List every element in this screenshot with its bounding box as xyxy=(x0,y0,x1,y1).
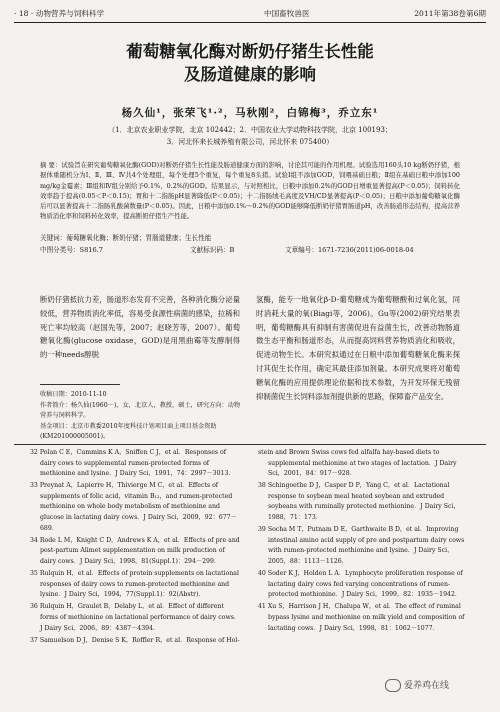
article-number: 文章编号：1671-7236(2011)06-0018-04 xyxy=(285,246,414,254)
reference-item: 33 Preynat A，Lapierre H，Thivierge M C，et al．Effects of supplements of folic acid，vitamin B₁₂，and rumen-protected methionine on whole body metabolism of methionine and glucose in lactating dairy cows．J Dairy Sci，2009，92：677－689． xyxy=(30,482,237,532)
reference-item: 32 Polan C E，Cummins K A，Sniffen C J，et al．Responses of dairy cows to supplemental rumen-protected forms of methionine and lysine．J Dairy Sci，1991，74：2997－3013． xyxy=(30,449,235,478)
reference-item: 35 Rulquin H，et al．Effects of protein supplements on lactational responses of dairy cows to rumen-protected methionine and lysine．J Dairy Sci，1994，77(Suppl.1)：92(Abstr)． xyxy=(30,570,239,599)
reference-item: 36 Rulquin H，Graulet B，Delaby L，et al．Effect of different forms of methionine on lactational performance of dairy cows．J Dairy Sci，2006，89：4387－4394． xyxy=(30,603,241,632)
reference-item: stein and Brown Swiss cows fed alfalfa hay-based diets to supplemental methionine at two stages of lactation．J Dairy Sci，2001，84：917－928． xyxy=(258,449,457,478)
header-page-section: · 18 · 动物营养与饲料科学 xyxy=(14,9,105,18)
abstract: 摘 要：试验旨在研究葡萄糖氧化酶(GOD)对断奶仔猪生长性能及肠道健康方面的影响，讨论其可能的作用机理。试验选用160头10 kg断奶仔猪，根据体重随机分为Ⅰ、Ⅱ、Ⅲ、Ⅳ共4个处理组，每个处理5个重复，每个重复8头猪。试验Ⅰ组不添加GOD，饲喂基础日粮；Ⅱ组在基础日粮中添加100 mg/kg金霉素；Ⅲ组和Ⅳ组分别给予0.1%、0.2%的GOD。结果显示，与对照相比，日粮中添加0.2%的GOD日增重显著提高(P＜0.05)；饲料转化效率趋于提高(0.05＜P＜0.15)；胃和十二指肠pH显著降低(P＜0.05)；十二指肠绒毛高度及VH/CD显著提高(P＜0.05)；日粮中添加葡萄糖氧化酶后可以显著提高十二指肠乳酸菌数量(P＜0.05)。因此，日粮中添加0.1%～0.2%的GOD能够降低断奶仔猪胃肠道pH，改善肠道形态结构，提高营养物质消化率和饲料转化效率，提高断奶仔猪生产性能。 xyxy=(40,161,460,221)
body-column-left: 断奶仔猪抵抗力差，肠道形态发育不完善，各种消化酶分泌量较低，营养物质消化率低，容易受食源性病菌的感染，拉稀和死亡率均较高（赵国先等，2007；赵晓芳等，2007）。葡萄糖氧化酶(glucose oxidase，GOD)是用黑曲霉等发酵制得的一种needs醇脱 xyxy=(40,295,240,360)
header-issue: 2011年第38卷第6期 xyxy=(414,9,486,18)
header-journal: 中国畜牧兽医 xyxy=(264,9,310,18)
article-title: 葡萄糖氧化酶对断奶仔猪生长性能 及肠道健康的影响 xyxy=(126,42,374,84)
running-header xyxy=(14,8,486,22)
authors: 杨久仙¹，张荣飞¹·²，马秋刚²，白锦梅³，乔立东¹ xyxy=(121,107,379,119)
wechat-icon xyxy=(385,679,401,692)
reference-item: 39 Socha M T，Putnam D E，Garthwaite B D，et al．Improving intestinal amino acid supply of pre and postpartum dairy cows with rumen-protected methionine and lysine．J Dairy Sci，2005，88：1113－1126． xyxy=(258,526,465,565)
body-column-right: 氢酶，能专一地氧化β-D-葡萄糖成为葡萄糖酸和过氧化氢，同时消耗大量的氧(Biagi等，2006)。Gu等(2002)研究结果表明，葡萄糖酶具有抑制有害菌促进有益菌生长，改善动物肠道微生态平衡和肠道形态，从而提高饲料营养物质消化和吸收，促进动物生长。本研究拟通过在日粮中添加葡萄糖氧化酶来探讨其促生长作用，确定其最佳添加剂量。本研究成果将对葡萄糖氧化酶的应用提供理论依据和技术参数，为开发环保无残留抑制菌促生长饲料添加剂提供新的思路，保障畜产品安全。 xyxy=(256,295,460,401)
keywords: 关键词：葡萄糖氧化酶；断奶仔猪；胃肠道健康；生长性能 xyxy=(40,234,212,242)
reference-item: 41 Xu S，Harrison J H，Chalupa W，et al．The effect of ruminal bypass lysine and methionine on milk yield and composition of lactating cows．J Dairy Sci，1998，81：1062－1077． xyxy=(258,603,465,632)
reference-item: 37 Samuelson D J，Denise S K，Roffler R，et al．Response of Hol- xyxy=(30,636,240,644)
footnote-rule xyxy=(40,384,120,385)
watermark: 爱养鸡在线 xyxy=(385,678,449,692)
clc-number: 中图分类号：S816.7 xyxy=(40,246,103,254)
header-rule xyxy=(14,22,486,23)
references-rule xyxy=(14,444,486,445)
reference-item: 38 Schingoethe D J，Casper D P，Yang C，et al．Lactational response to soybean meal heated soybean and extruded soybeans with ruminally protected methionine．J Dairy Sci，1988，71：173． xyxy=(258,482,460,522)
footnote: 收稿日期：2010-11-10 作者简介：杨久仙(1960－)，女，北京人，教授，硕士，研究方向：动物营养与饲料科学。 基金项目：北京市教委2010年度科技计划项目面上项目基金资助(KM201000005001)。 xyxy=(40,391,241,440)
doc-code: 文献标识码：B xyxy=(190,246,235,254)
reference-item: 34 Rode L M，Knight C D，Andrews K A，et al．Effects of pre and post-partum Alimet supplementation on milk production of dairy cows．J Dairy Sci，1998，81(Suppl.1)：294－299． xyxy=(30,536,240,565)
affiliations: （1．北京农业职业学院，北京 102442；2．中国农业大学动物科技学院，北京 100193； 3．河北怀来长城养殖有限公司，河北怀来 075400） xyxy=(108,126,392,146)
reference-item: 40 Soder K J，Holden L A．Lymphocyte proliferation response of lactating dairy cows fed varying concentrations of rumen-protected methionine．J Dairy Sci，1999，82：1935－1942． xyxy=(258,570,463,599)
references-right xyxy=(258,448,470,636)
references-left xyxy=(30,448,242,648)
